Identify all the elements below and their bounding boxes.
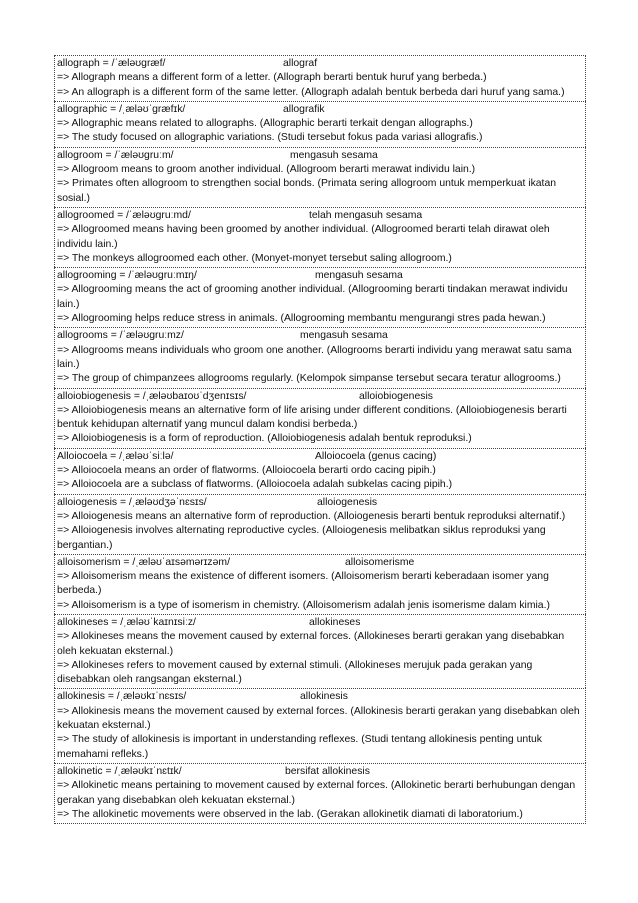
headword-pronunciation: allokineses = /ˌæləʊˈkaɪnɪsiːz/	[57, 616, 196, 628]
example-sentence: => Alloiobiogenesis means an alternative form of life arising under different conditions. (Alloiobiogenesis berarti bentuk kehidupan alternatif yang muncul dalam kondisi berbeda.)	[57, 404, 567, 431]
entry-header	[57, 616, 583, 630]
entry-header	[57, 450, 583, 464]
dictionary-entry	[54, 388, 586, 448]
headword-pronunciation: allograph = /ˈæləʊɡræf/	[57, 58, 166, 69]
example-sentence: => Alloiobiogenesis is a form of reproduction. (Alloiobiogenesis adalah bentuk reproduksi.)	[57, 433, 472, 445]
dictionary-entry	[54, 267, 586, 327]
translation: alloiogenesis	[317, 496, 378, 508]
dictionary-entry	[54, 327, 586, 387]
vocabulary-sheet	[54, 55, 586, 824]
example-sentence: => Alloiogenesis means an alternative form of reproduction. (Alloiogenesis berarti bentuk reproduksi alternatif.)	[57, 510, 566, 522]
headword-pronunciation: alloiogenesis = /ˌæləʊdʒəˈnɛsɪs/	[57, 496, 207, 508]
dictionary-entry	[54, 101, 586, 147]
dictionary-entry	[54, 554, 586, 614]
example-sentence: => The group of chimpanzees allogrooms regularly. (Kelompok simpanse tersebut secara teratur allogrooms.)	[57, 373, 561, 385]
example-sentence: => The monkeys allogroomed each other. (Monyet-monyet tersebut saling allogroom.)	[57, 252, 452, 264]
example-sentence: => Allogrooms means individuals who groom one another. (Allogrooms berarti individu yang merawat satu sama lain.)	[57, 344, 572, 370]
entry-header	[57, 103, 583, 117]
example-sentence: => Allographic means related to allographs. (Allographic berarti terkait dengan allographs.)	[57, 118, 473, 130]
dictionary-entry	[54, 494, 586, 554]
entry-header	[57, 329, 583, 343]
example-sentence: => The study of allokinesis is important in understanding reflexes. (Studi tentang allokinesis penting untuk memahami refleks.)	[57, 734, 542, 760]
dictionary-entry	[54, 688, 586, 762]
headword-pronunciation: allographic = /ˌæləʊˈɡræfɪk/	[57, 103, 186, 115]
dictionary-entry	[54, 763, 586, 824]
entry-header	[57, 690, 583, 704]
headword-pronunciation: allogroomed = /ˈæləʊɡruːmd/	[57, 209, 191, 221]
example-sentence: => Allogrooming helps reduce stress in animals. (Allogrooming membantu mengurangi stres pada hewan.)	[57, 313, 546, 325]
translation: alloisomerisme	[345, 556, 415, 568]
entry-header	[57, 496, 583, 510]
headword-pronunciation: allogrooming = /ˈæləʊɡruːmɪŋ/	[57, 270, 197, 282]
translation: allografik	[283, 103, 325, 115]
example-sentence: => Alloiogenesis involves alternating reproductive cycles. (Alloiogenesis melibatkan siklus reproduksi yang bergantian.)	[57, 525, 546, 551]
dictionary-entry	[54, 147, 586, 207]
translation: allograf	[283, 58, 318, 69]
translation: mengasuh sesama	[290, 149, 378, 161]
example-sentence: => Allokinesis means the movement caused by external forces. (Allokinesis berarti gerakan yang disebabkan oleh kekuatan eksternal.)	[57, 705, 580, 732]
headword-pronunciation: allogrooms = /ˈæləʊɡruːmz/	[57, 330, 184, 342]
headword-pronunciation: allogroom = /ˈæləʊɡruːm/	[57, 149, 174, 161]
example-sentence: => Alloiocoela are a subclass of flatworms. (Alloiocoela adalah subkelas cacing pipih.)	[57, 479, 453, 491]
example-sentence: => Allograph means a different form of a letter. (Allograph berarti bentuk huruf yang berbeda.)	[57, 72, 487, 84]
translation: mengasuh sesama	[300, 330, 388, 342]
example-sentence: => An allograph is a different form of the same letter. (Allograph adalah bentuk berbeda dari huruf yang sama.)	[57, 86, 565, 98]
example-sentence: => Allokineses means the movement caused by external forces. (Allokineses berarti gerakan yang disebabkan oleh kekuatan eksternal.)	[57, 631, 565, 657]
translation: telah mengasuh sesama	[309, 209, 423, 221]
headword-pronunciation: Alloiocoela = /ˌæləʊˈsiːlə/	[57, 450, 174, 462]
example-sentence: => Alloisomerism is a type of isomerism in chemistry. (Alloisomerism adalah jenis isomerisme dalam kimia.)	[57, 599, 550, 611]
example-sentence: => Alloiocoela means an order of flatworms. (Alloiocoela berarti ordo cacing pipih.)	[57, 465, 436, 477]
dictionary-entry	[54, 207, 586, 267]
entry-header	[57, 57, 583, 71]
translation: mengasuh sesama	[315, 270, 403, 282]
headword-pronunciation: alloiobiogenesis = /ˌæləʊbaɪoʊˈdʒenɪsɪs/	[57, 390, 247, 402]
entry-header	[57, 765, 583, 779]
dictionary-entry	[54, 448, 586, 494]
headword-pronunciation: allokinetic = /ˌæləʊkɪˈnɛtɪk/	[57, 765, 182, 777]
headword-pronunciation: allokinesis = /ˌæləʊkɪˈnɛsɪs/	[57, 691, 187, 703]
entry-header	[57, 390, 583, 404]
dictionary-entry	[54, 614, 586, 688]
example-sentence: => The study focused on allographic variations. (Studi tersebut fokus pada variasi allografis.)	[57, 132, 483, 144]
entry-header	[57, 149, 583, 163]
example-sentence: => Allogroom means to groom another individual. (Allogroom berarti merawat individu lain.)	[57, 164, 476, 176]
translation: Alloiocoela (genus cacing)	[315, 450, 437, 462]
example-sentence: => The allokinetic movements were observed in the lab. (Gerakan allokinetik diamati di laboratorium.)	[57, 808, 523, 820]
translation: alloiobiogenesis	[359, 390, 433, 402]
example-sentence: => Allokinetic means pertaining to movement caused by external forces. (Allokinetic berarti berhubungan dengan gerakan yang disebabkan oleh kekuatan eksternal.)	[57, 780, 576, 806]
example-sentence: => Allogrooming means the act of grooming another individual. (Allogrooming berarti tindakan merawat individu lain.)	[57, 284, 568, 310]
example-sentence: => Primates often allogroom to strengthen social bonds. (Primata sering allogroom untuk memperkuat ikatan sosial.)	[57, 178, 557, 204]
entry-header	[57, 556, 583, 570]
translation: bersifat allokinesis	[285, 765, 370, 777]
entry-header	[57, 209, 583, 223]
translation: allokinesis	[300, 691, 348, 703]
entry-header	[57, 269, 583, 283]
example-sentence: => Alloisomerism means the existence of different isomers. (Alloisomerism berarti keberadaan isomer yang berbeda.)	[57, 571, 549, 597]
translation: allokineses	[309, 616, 361, 628]
example-sentence: => Allokineses refers to movement caused by external stimuli. (Allokineses merujuk pada gerakan yang disebabkan oleh rangsangan eksternal.)	[57, 659, 533, 686]
headword-pronunciation: alloisomerism = /ˌæləʊˈaɪsəmərɪzəm/	[57, 556, 230, 568]
example-sentence: => Allogroomed means having been groomed by another individual. (Allogroomed berarti telah dirawat oleh individu lain.)	[57, 224, 550, 250]
dictionary-entry	[54, 55, 586, 101]
